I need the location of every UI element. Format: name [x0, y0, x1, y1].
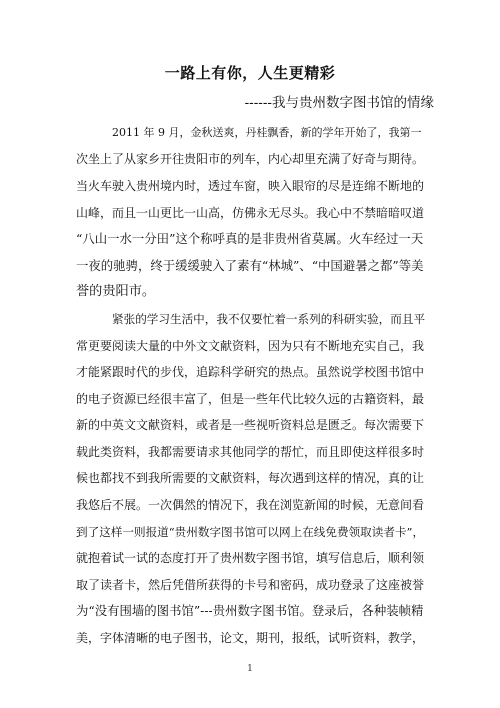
- paragraph-1-line-1: 2011 年 9 月，金秋送爽，丹桂飘香，新的学年开始了，我第一: [112, 126, 422, 139]
- paragraph-2-line-11: 取了读者卡，然后凭借所获得的卡号和密码，成功登录了这座被誉: [76, 578, 425, 592]
- paragraph-2-line-2: 常更要阅读大量的中外文文献资料，因为只有不断地充实自己，我: [76, 339, 425, 353]
- paragraph-1-line-6: 一夜的驰骋，终于缓缓驶入了素有“林城”、“中国避暑之都”等美: [76, 258, 424, 273]
- paragraph-2-line-12: 为“没有围墙的图书馆”---贵州数字图书馆。登录后，各种装帧精: [76, 603, 424, 618]
- paragraph-1-line-2: 次坐上了从家乡开往贵阳市的列车，内心却里充满了好奇与期待。: [76, 152, 425, 166]
- document-title: 一路上有你，人生更精彩: [164, 64, 336, 82]
- paragraph-2-line-7: 候也都找不到我所需要的文献资料，每次遇到这样的情况，真的让: [76, 471, 425, 485]
- document-subtitle: ------我与贵州数字图书馆的情缘: [244, 95, 434, 111]
- page-number: 1: [247, 664, 253, 674]
- paragraph-2-line-1: 紧张的学习生活中，我不仅要忙着一系列的科研实验，而且平: [112, 312, 426, 326]
- paragraph-2-line-5: 新的中英文文献资料，或者是一些视听资料总是匮乏。每次需要下: [76, 418, 425, 432]
- paragraph-2-line-13: 美，字体清晰的电子图书，论文，期刊，报纸，试听资料，教学，: [76, 631, 425, 645]
- paragraph-1-line-3: 当火车驶入贵州境内时，透过车窗，映入眼帘的尽是连绵不断地的: [76, 179, 425, 193]
- paragraph-2-line-10: 就抱着试一试的态度打开了贵州数字图书馆，填写信息后，顺利领: [76, 551, 425, 565]
- paragraph-1-line-4: 山峰，而且一山更比一山高，仿佛永无尽头。我心中不禁暗暗叹道: [76, 206, 425, 220]
- paragraph-2-line-9: 到了这样一则报道“贵州数字图书馆可以网上在线免费领取读者卡”，: [76, 525, 425, 539]
- paragraph-1-line-5: “八山一水一分田”这个称呼真的是非贵州省莫属。火车经过一天: [76, 231, 424, 246]
- paragraph-2-line-6: 载此类资料，我都需要请求其他同学的帮忙，而且即使这样很多时: [76, 445, 425, 459]
- paragraph-2-line-3: 才能紧跟时代的步伐，追踪科学研究的热点。虽然说学校图书馆中: [76, 365, 425, 379]
- paragraph-1-line-7: 誉的贵阳市。: [76, 284, 156, 299]
- paragraph-2-line-8: 我悠后不展。一次偶然的情况下，我在浏览新闻的时候，无意间看: [76, 498, 425, 512]
- paragraph-2-line-4: 的电子资源已经很丰富了，但是一些年代比较久远的古籍资料，最: [76, 392, 425, 406]
